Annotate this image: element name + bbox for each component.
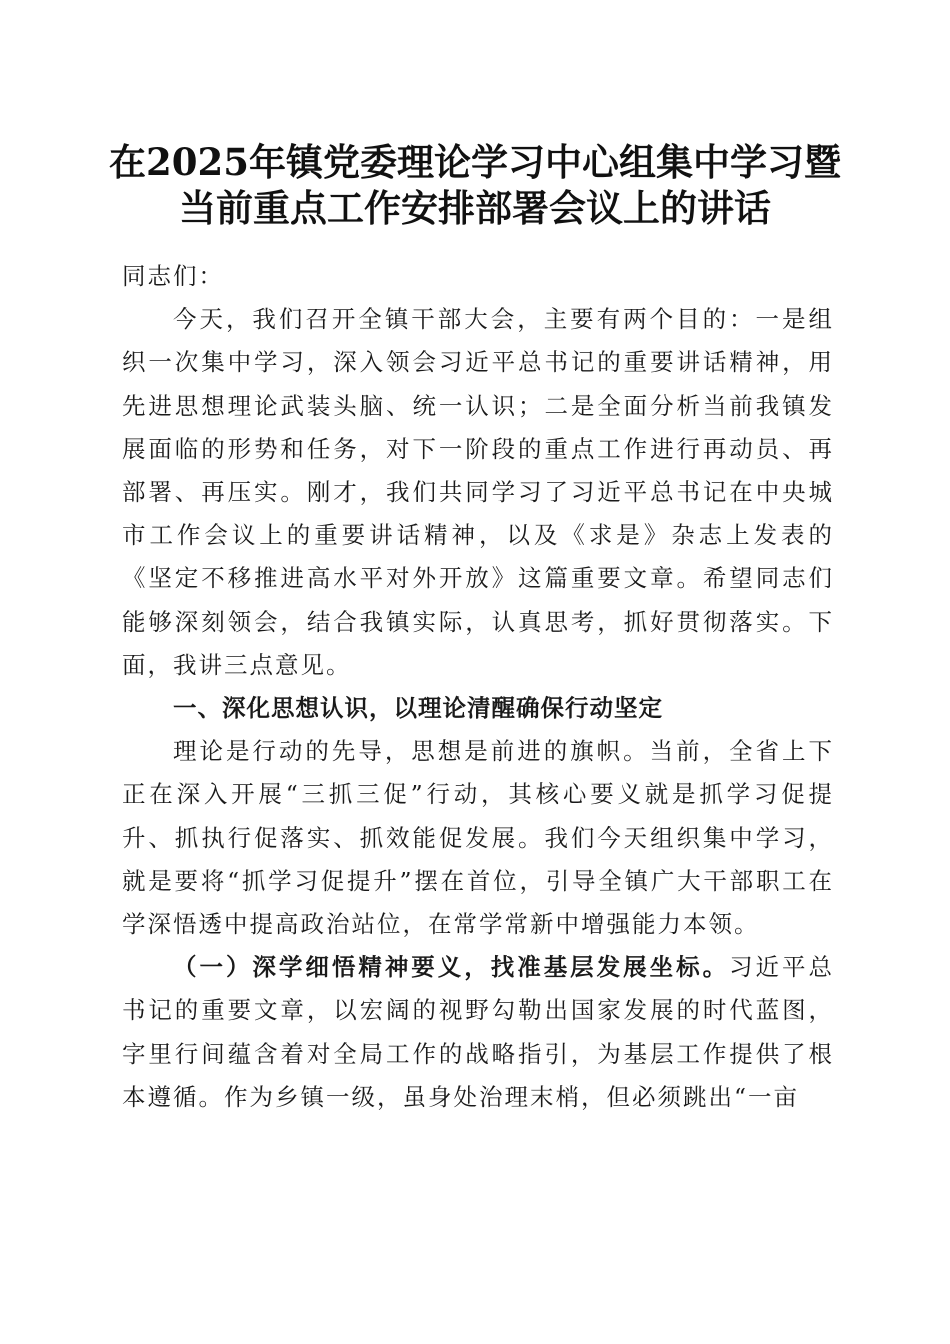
section-1-paragraph: 理论是行动的先导，思想是前进的旗帜。当前，全省上下正在深入开展“三抓三促”行动，其核心要义就是抓学习促提升、抓执行促落实、抓效能促发展。我们今天组织集中学习，就是要将“抓学习促提升”摆在首位，引导全镇广大干部职工在学深悟透中提高政治站位，在常学常新中增强能力本领。 xyxy=(122,737,834,939)
document-body xyxy=(122,255,834,1119)
section-1-heading: 一、深化思想认识，以理论清醒确保行动坚定 xyxy=(173,694,663,723)
intro-paragraph: 今天，我们召开全镇干部大会，主要有两个目的：一是组织一次集中学习，深入领会习近平总书记的重要讲话精神，用先进思想理论武装头脑、统一认识；二是全面分析当前我镇发展面临的形势和任务，对下一阶段的重点工作进行再动员、再部署、再压实。刚才，我们共同学习了习近平总书记在中央城市工作会议上的重要讲话精神，以及《求是》杂志上发表的《坚定不移推进高水平对外开放》这篇重要文章。希望同志们能够深刻领会，结合我镇实际，认真思考，抓好贯彻落实。下面，我讲三点意见。 xyxy=(122,305,834,679)
salutation: 同志们： xyxy=(122,262,224,290)
document-title-line-2: 当前重点工作安排部署会议上的讲话 xyxy=(179,186,771,230)
subsection-1-heading: （一）深学细悟精神要义，找准基层发展坐标。 xyxy=(173,953,730,982)
subsection-1-paragraph xyxy=(122,946,834,1119)
document-title-line-1: 在2025年镇党委理论学习中心组集中学习暨 xyxy=(109,140,841,184)
subsection-1-text: 习近平总书记的重要文章，以宏阔的视野勾勒出国家发展的时代蓝图，字里行间蕴含着对全局工作的战略指引，为基层工作提供了根本遵循。作为乡镇一级，虽身处治理末梢，但必须跳出“一亩 xyxy=(122,953,835,1111)
